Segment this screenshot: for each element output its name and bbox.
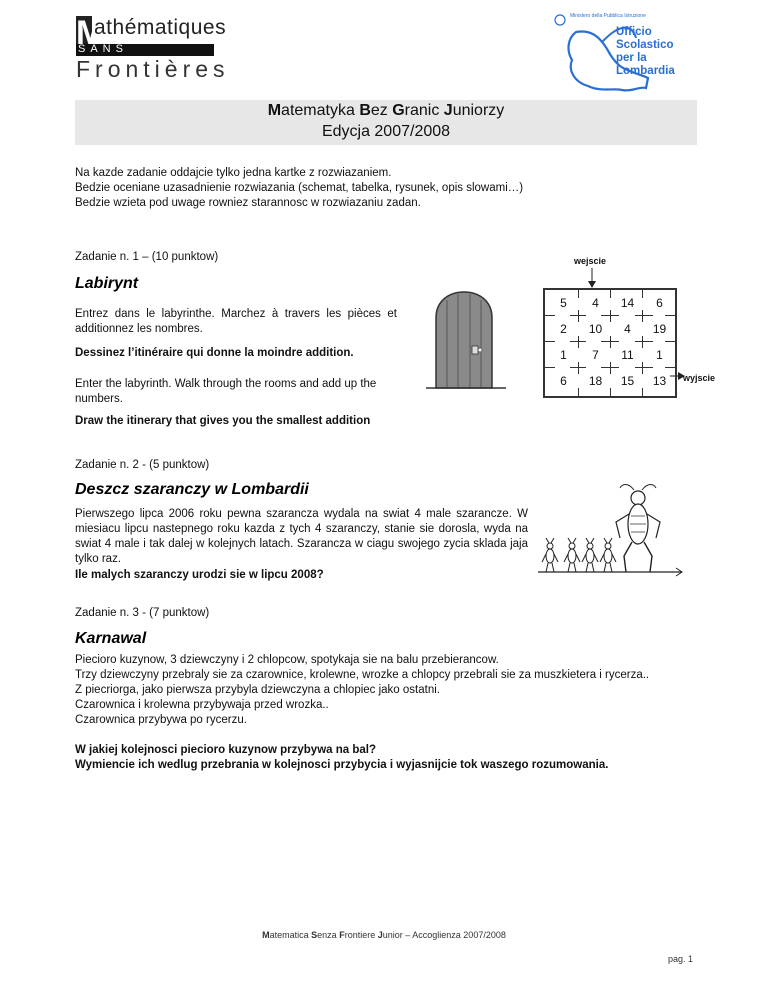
maze-wall bbox=[578, 290, 579, 298]
task1-fr-bold: Dessinez l’itinéraire qui donne la moindre addition. bbox=[75, 347, 354, 359]
maze-wall bbox=[635, 367, 653, 368]
usl-line3: per la bbox=[616, 52, 647, 64]
maze-wall bbox=[642, 388, 643, 396]
maze-wall bbox=[610, 388, 611, 396]
task3-question2: Wymiencie ich wedlug przebrania w kolejnosci przybycia i wyjasnijcie tok waszego rozumowania. bbox=[75, 759, 609, 771]
task2-question: Ile malych szaranczy urodzi sie w lipcu 2008? bbox=[75, 569, 324, 581]
maze-wall bbox=[665, 367, 675, 368]
title-word-4: uniorzy bbox=[452, 102, 505, 119]
maze-cell: 1 bbox=[560, 348, 567, 362]
usl-line2: Scolastico bbox=[616, 39, 674, 51]
title-box bbox=[75, 100, 697, 145]
maze-cell: 10 bbox=[588, 322, 603, 336]
maze-wall bbox=[578, 336, 579, 348]
title-word-1: atematyka bbox=[281, 102, 360, 119]
footer-word: unior bbox=[382, 930, 403, 940]
task3-line: Z piecriorga, jako pierwsza przybyla dziewczyna a chlopiec jako ostatni. bbox=[75, 684, 440, 696]
footer-word: rontiere bbox=[344, 930, 378, 940]
maze-cell: 13 bbox=[652, 374, 667, 388]
maze-wall bbox=[610, 336, 611, 348]
msf-logo bbox=[76, 14, 230, 82]
maze-wall bbox=[610, 290, 611, 298]
maze-wall bbox=[545, 341, 555, 342]
footer-suffix: – Accoglienza 2007/2008 bbox=[402, 930, 506, 940]
maze-cell: 6 bbox=[560, 374, 567, 388]
maze-wall bbox=[610, 362, 611, 374]
usl-line4: Lombardia bbox=[616, 65, 675, 77]
maze-grid bbox=[543, 288, 677, 398]
task3-question1: W jakiej kolejnosci piecioro kuzynow przybywa na bal? bbox=[75, 744, 376, 756]
task3-label: Zadanie n. 3 - (7 punktow) bbox=[75, 607, 210, 619]
maze-cell: 7 bbox=[592, 348, 599, 362]
maze-cell: 18 bbox=[588, 374, 603, 388]
maze-cell: 4 bbox=[624, 322, 631, 336]
title-initial-m: M bbox=[267, 102, 282, 119]
title-initial-g: G bbox=[392, 102, 405, 119]
usl-text bbox=[616, 26, 675, 78]
task3-line: Piecioro kuzynow, 3 dziewczyny i 2 chlopcow, spotykaja sie na balu przebierancow. bbox=[75, 654, 499, 666]
title-word-3: ranic bbox=[404, 102, 444, 119]
task2-text: Pierwszego lipca 2006 roku pewna szarancza wydala na swiat 4 male szarancze. W miesiacu lipcu nastepnego roku kazda z tych 4 szaranczy, stanie sie dorosla, wyda na swiat 4 male i tak dalej w kolejnych latach. Szarancza w ciagu swojego zycia sklada jaja tylko raz. bbox=[75, 508, 528, 565]
locusts-illustration-icon bbox=[536, 480, 688, 580]
title-line2: Edycja 2007/2008 bbox=[321, 123, 451, 140]
maze-wall bbox=[665, 341, 675, 342]
title-line1 bbox=[75, 100, 697, 121]
task3-questions bbox=[75, 743, 715, 773]
intro-line: Bedzie wzieta pod uwage rowniez starannosc w rozwiazaniu zadan. bbox=[75, 197, 421, 209]
maze-wall bbox=[642, 290, 643, 298]
usl-logo bbox=[548, 8, 698, 98]
maze-wall bbox=[665, 315, 675, 316]
intro-block bbox=[75, 166, 697, 211]
usl-line1: Ufficio bbox=[616, 26, 652, 38]
maze-wall bbox=[578, 388, 579, 396]
footer-word: atematica bbox=[269, 930, 312, 940]
maze-entry-label: wejscie bbox=[574, 256, 607, 266]
task3-line: Trzy dziewczyny przebraly sie za czarownice, krolewne, wrozke a chlopcy przebrali sie za muszkietera i rycerza.. bbox=[75, 669, 650, 681]
entry-arrow-icon bbox=[587, 268, 597, 290]
task3-line: Czarownica i krolewna przybywaja przed wrozka.. bbox=[75, 699, 329, 711]
task1-title: Labirynt bbox=[75, 275, 139, 292]
title-initial-b: B bbox=[359, 102, 371, 119]
intro-line: Na kazde zadanie oddajcie tylko jedna kartke z rozwiazaniem. bbox=[75, 167, 392, 179]
usl-ministry: Ministero della Pubblica Istruzione bbox=[570, 13, 646, 19]
maze-wall bbox=[578, 362, 579, 374]
logo-athem-text: athématiques bbox=[94, 16, 227, 39]
task2-title: Deszcz szaranczy w Lombardii bbox=[75, 481, 309, 498]
maze-cell: 14 bbox=[620, 296, 635, 310]
maze-wall bbox=[642, 362, 643, 374]
title-word-2: ez bbox=[370, 102, 393, 119]
maze-cell: 6 bbox=[656, 296, 663, 310]
footer-initial: S bbox=[311, 930, 318, 940]
task3-title: Karnawal bbox=[75, 630, 147, 647]
maze-wall bbox=[635, 315, 653, 316]
footer-word: enza bbox=[317, 930, 340, 940]
logo-frontieres-text: Frontières bbox=[76, 56, 230, 82]
maze-cell: 19 bbox=[652, 322, 667, 336]
maze-cell: 2 bbox=[560, 322, 567, 336]
task1-en-bold: Draw the itinerary that gives you the smallest addition bbox=[75, 415, 371, 427]
task1-fr-text: Entrez dans le labyrinthe. Marchez à travers les pièces et additionnez les nombres. bbox=[75, 308, 397, 335]
intro-line: Bedzie oceniane uzasadnienie rozwiazania (schemat, tabelka, rysunek, opis slowami…) bbox=[75, 182, 524, 194]
maze-wall bbox=[642, 310, 643, 322]
task1-en-text: Enter the labyrinth. Walk through the rooms and add up the numbers. bbox=[75, 378, 377, 405]
maze-cell: 1 bbox=[656, 348, 663, 362]
title-initial-j: J bbox=[443, 102, 453, 119]
task2-label: Zadanie n. 2 - (5 punktow) bbox=[75, 459, 210, 471]
maze-cell: 5 bbox=[560, 296, 567, 310]
maze-wall bbox=[610, 310, 611, 322]
footer-initial: J bbox=[377, 930, 383, 940]
maze-cell: 4 bbox=[592, 296, 599, 310]
maze-cell: 15 bbox=[620, 374, 635, 388]
footer bbox=[0, 930, 768, 940]
task3-text bbox=[75, 653, 698, 728]
footer-initial: M bbox=[262, 930, 270, 940]
task1-label: Zadanie n. 1 – (10 punktow) bbox=[75, 251, 219, 263]
maze-exit-label: wyjscie bbox=[683, 373, 716, 383]
maze-wall bbox=[545, 367, 555, 368]
maze-wall bbox=[578, 310, 579, 322]
maze-cell: 11 bbox=[621, 348, 634, 362]
maze-wall bbox=[635, 341, 653, 342]
footer-initial: F bbox=[339, 930, 345, 940]
logo-sans-text: SANS bbox=[78, 43, 128, 55]
maze-wall bbox=[545, 315, 555, 316]
task3-line: Czarownica przybywa po rycerzu. bbox=[75, 714, 247, 726]
maze-wall bbox=[642, 336, 643, 348]
door-illustration-icon bbox=[408, 288, 520, 394]
page-number: pag. 1 bbox=[668, 954, 694, 964]
